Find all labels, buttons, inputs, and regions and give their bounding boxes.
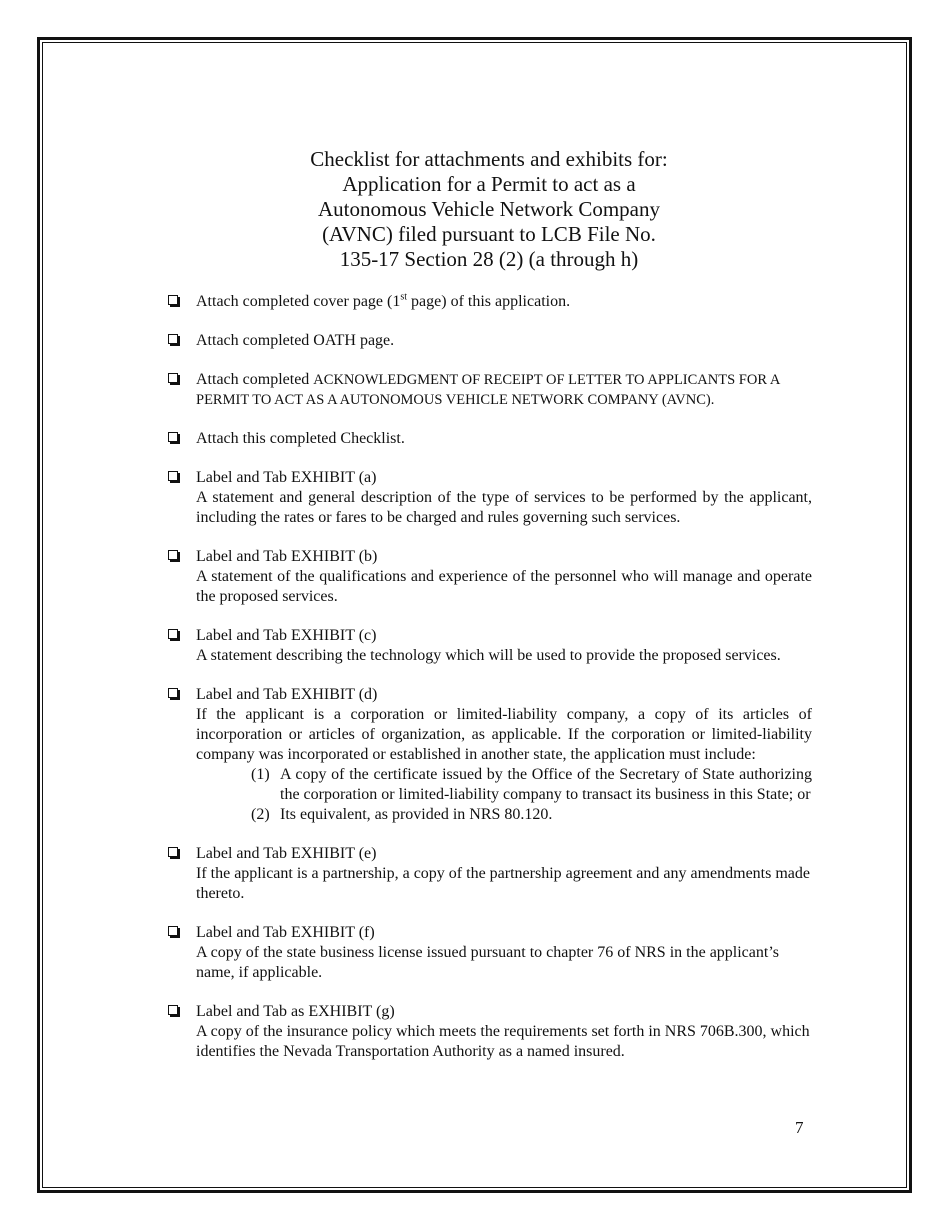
exhibit-description: A statement and general description of the type of services to be performed by the applicant, including the rates or fares to be charged and rules governing such services.: [196, 489, 812, 526]
page-number: 7: [795, 1118, 804, 1137]
sub-item-number: (2): [251, 806, 270, 823]
checkbox-icon[interactable]: [168, 295, 178, 305]
exhibit-label: Label and Tab as EXHIBIT (g): [196, 1003, 395, 1020]
checkbox-icon[interactable]: [168, 688, 178, 698]
exhibit-description: If the applicant is a corporation or limited-liability company, a copy of its articles of incorporation or articles of organization, as applicable. If the corporation or limited-liability company was incorporated or established in another state, the application must include:: [196, 706, 812, 763]
exhibit-label: Label and Tab EXHIBIT (c): [196, 627, 377, 644]
sub-item: [196, 765, 812, 805]
sub-item-text: Its equivalent, as provided in NRS 80.120.: [280, 806, 553, 823]
checklist-item-exhibit-c: [167, 626, 812, 666]
sub-item-text: A copy of the certificate issued by the Office of the Secretary of State authorizing the corporation or limited-liability company to transact its business in this State; or: [280, 766, 812, 803]
exhibit-description: A copy of the insurance policy which meets the requirements set forth in NRS 706B.300, which identifies the Nevada Transportation Authority as a named insured.: [196, 1023, 810, 1060]
checklist-item-exhibit-e: [167, 844, 812, 904]
item-text: Attach completed OATH page.: [196, 332, 395, 349]
checklist-item-exhibit-g: [167, 1002, 812, 1062]
checkbox-icon[interactable]: [168, 432, 178, 442]
checkbox-icon[interactable]: [168, 550, 178, 560]
exhibit-description: A statement describing the technology which will be used to provide the proposed services.: [196, 647, 781, 664]
checklist-item-cover-page: [167, 292, 812, 312]
ordinal-suffix: st: [400, 291, 408, 303]
exhibit-label: Label and Tab EXHIBIT (e): [196, 845, 377, 862]
item-text: Attach completed: [196, 371, 314, 388]
item-text: page) of this application.: [407, 293, 571, 310]
checkbox-icon[interactable]: [168, 1005, 178, 1015]
sub-item: [196, 805, 812, 825]
item-text-caps: ACKNOWLEDGMENT OF RECEIPT OF LETTER TO APPLICANTS FOR A PERMIT TO ACT AS A AUTONOMOUS VEHICLE NETWORK COMPANY (AVNC).: [196, 372, 780, 408]
exhibit-description: A statement of the qualifications and experience of the personnel who will manage and operate the proposed services.: [196, 568, 812, 605]
title-line: Application for a Permit to act as a: [342, 172, 636, 196]
exhibit-description: If the applicant is a partnership, a copy of the partnership agreement and any amendments made thereto.: [196, 865, 810, 902]
checklist-item-exhibit-b: [167, 547, 812, 607]
checklist-items: [167, 292, 812, 1081]
sub-item-number: (1): [251, 766, 270, 783]
title-line: Checklist for attachments and exhibits for:: [310, 147, 668, 171]
checklist-item-oath: [167, 331, 812, 351]
checkbox-icon[interactable]: [168, 334, 178, 344]
checkbox-icon[interactable]: [168, 629, 178, 639]
exhibit-label: Label and Tab EXHIBIT (d): [196, 686, 378, 703]
checklist-item-exhibit-f: [167, 923, 812, 983]
checkbox-icon[interactable]: [168, 926, 178, 936]
checkbox-icon[interactable]: [168, 373, 178, 383]
exhibit-label: Label and Tab EXHIBIT (a): [196, 469, 377, 486]
checkbox-icon[interactable]: [168, 847, 178, 857]
checklist-item-exhibit-d: [167, 685, 812, 825]
checklist-item-exhibit-a: [167, 468, 812, 528]
title-line: 135-17 Section 28 (2) (a through h): [339, 247, 639, 271]
exhibit-description: A copy of the state business license issued pursuant to chapter 76 of NRS in the applicant’s name, if applicable.: [196, 944, 779, 981]
checklist-item-checklist: [167, 429, 812, 449]
checklist-title: [200, 147, 778, 272]
checkbox-icon[interactable]: [168, 471, 178, 481]
checklist-item-acknowledgment: [167, 370, 812, 410]
title-line: Autonomous Vehicle Network Company: [318, 197, 660, 221]
exhibit-label: Label and Tab EXHIBIT (f): [196, 924, 375, 941]
item-text: Attach completed cover page (1: [196, 293, 401, 310]
title-line: (AVNC) filed pursuant to LCB File No.: [322, 222, 656, 246]
item-text: Attach this completed Checklist.: [196, 430, 405, 447]
exhibit-label: Label and Tab EXHIBIT (b): [196, 548, 378, 565]
